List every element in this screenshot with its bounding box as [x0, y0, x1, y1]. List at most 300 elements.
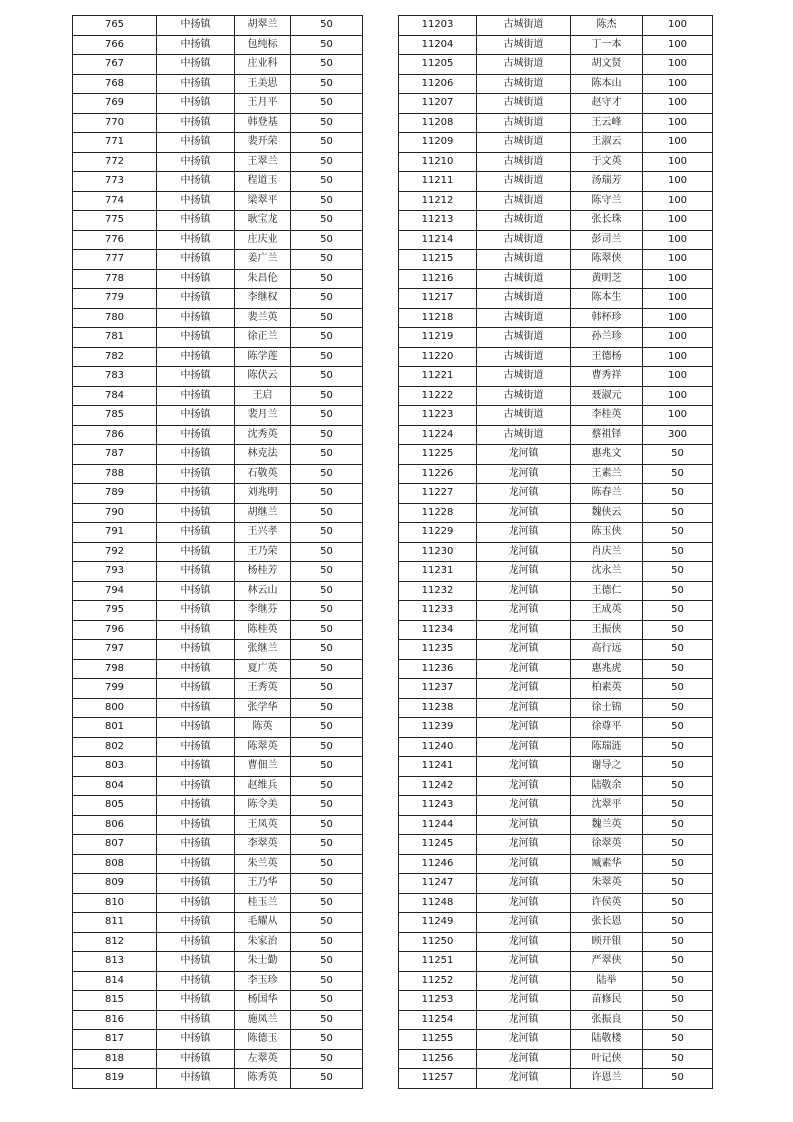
- cell-name: 林克法: [235, 445, 291, 465]
- cell-name: 王振侠: [571, 620, 643, 640]
- table-row: [399, 425, 713, 445]
- cell-town: 中扬镇: [157, 386, 235, 406]
- cell-amount: 100: [643, 191, 713, 211]
- cell-amount: 50: [291, 620, 363, 640]
- table-row: [73, 484, 363, 504]
- cell-amount: 50: [291, 1069, 363, 1089]
- cell-amount: 50: [643, 737, 713, 757]
- cell-amount: 50: [643, 932, 713, 952]
- table-row: [399, 679, 713, 699]
- table-row: [399, 230, 713, 250]
- cell-town: 古城街道: [477, 74, 571, 94]
- table-row: [73, 601, 363, 621]
- cell-number: 768: [73, 74, 157, 94]
- cell-amount: 100: [643, 406, 713, 426]
- cell-number: 11209: [399, 133, 477, 153]
- cell-number: 11248: [399, 893, 477, 913]
- cell-number: 810: [73, 893, 157, 913]
- table-row: [399, 737, 713, 757]
- table-row: [399, 542, 713, 562]
- table-row: [399, 113, 713, 133]
- cell-amount: 50: [291, 659, 363, 679]
- cell-name: 张学华: [235, 698, 291, 718]
- cell-name: 陆敬楼: [571, 1030, 643, 1050]
- cell-name: 王兴孝: [235, 523, 291, 543]
- table-row: [73, 113, 363, 133]
- cell-name: 陈春兰: [571, 484, 643, 504]
- table-row: [399, 815, 713, 835]
- cell-number: 11235: [399, 640, 477, 660]
- table-row: [399, 211, 713, 231]
- cell-number: 11252: [399, 971, 477, 991]
- cell-town: 古城街道: [477, 386, 571, 406]
- cell-name: 许恩兰: [571, 1069, 643, 1089]
- table-row: [399, 718, 713, 738]
- cell-town: 龙河镇: [477, 991, 571, 1011]
- cell-amount: 50: [291, 991, 363, 1011]
- cell-number: 11232: [399, 581, 477, 601]
- cell-amount: 50: [291, 172, 363, 192]
- cell-number: 778: [73, 269, 157, 289]
- cell-number: 11227: [399, 484, 477, 504]
- cell-name: 石敬英: [235, 464, 291, 484]
- cell-name: 王凤英: [235, 815, 291, 835]
- cell-name: 沈永兰: [571, 562, 643, 582]
- table-row: [399, 796, 713, 816]
- cell-number: 11225: [399, 445, 477, 465]
- table-row: [73, 191, 363, 211]
- cell-name: 包纯标: [235, 35, 291, 55]
- cell-town: 中扬镇: [157, 35, 235, 55]
- cell-name: 徐翠英: [571, 835, 643, 855]
- cell-name: 陈本生: [571, 289, 643, 309]
- cell-number: 765: [73, 16, 157, 36]
- table-row: [399, 523, 713, 543]
- table-row: [73, 1069, 363, 1089]
- cell-number: 788: [73, 464, 157, 484]
- table-row: [73, 562, 363, 582]
- cell-town: 龙河镇: [477, 679, 571, 699]
- cell-name: 陈伏云: [235, 367, 291, 387]
- cell-number: 11253: [399, 991, 477, 1011]
- cell-number: 11215: [399, 250, 477, 270]
- table-row: [399, 854, 713, 874]
- table-row: [73, 796, 363, 816]
- cell-town: 龙河镇: [477, 854, 571, 874]
- cell-number: 782: [73, 347, 157, 367]
- cell-number: 783: [73, 367, 157, 387]
- cell-name: 苗修民: [571, 991, 643, 1011]
- cell-town: 中扬镇: [157, 1010, 235, 1030]
- cell-town: 中扬镇: [157, 289, 235, 309]
- cell-town: 中扬镇: [157, 913, 235, 933]
- table-row: [73, 737, 363, 757]
- cell-name: 魏侠云: [571, 503, 643, 523]
- cell-number: 11251: [399, 952, 477, 972]
- table-row: [73, 386, 363, 406]
- cell-amount: 100: [643, 386, 713, 406]
- cell-amount: 100: [643, 16, 713, 36]
- table-row: [399, 445, 713, 465]
- cell-name: 杨国华: [235, 991, 291, 1011]
- cell-name: 陈德玉: [235, 1030, 291, 1050]
- cell-amount: 100: [643, 133, 713, 153]
- cell-amount: 50: [291, 523, 363, 543]
- right-table: [398, 15, 713, 1089]
- cell-amount: 50: [291, 835, 363, 855]
- cell-town: 龙河镇: [477, 874, 571, 894]
- cell-number: 11220: [399, 347, 477, 367]
- cell-town: 中扬镇: [157, 406, 235, 426]
- cell-number: 11242: [399, 776, 477, 796]
- cell-name: 丁一本: [571, 35, 643, 55]
- cell-number: 11239: [399, 718, 477, 738]
- cell-name: 朱士勤: [235, 952, 291, 972]
- table-row: [399, 776, 713, 796]
- cell-town: 中扬镇: [157, 503, 235, 523]
- cell-name: 陈守兰: [571, 191, 643, 211]
- table-row: [399, 698, 713, 718]
- cell-amount: 100: [643, 94, 713, 114]
- cell-number: 11257: [399, 1069, 477, 1089]
- table-row: [73, 893, 363, 913]
- cell-town: 中扬镇: [157, 932, 235, 952]
- cell-amount: 50: [643, 601, 713, 621]
- cell-number: 11241: [399, 757, 477, 777]
- cell-town: 中扬镇: [157, 874, 235, 894]
- cell-amount: 50: [291, 269, 363, 289]
- table-row: [73, 991, 363, 1011]
- cell-name: 黄明芝: [571, 269, 643, 289]
- cell-town: 中扬镇: [157, 152, 235, 172]
- table-row: [73, 815, 363, 835]
- cell-name: 裴开荣: [235, 133, 291, 153]
- cell-town: 古城街道: [477, 406, 571, 426]
- cell-town: 龙河镇: [477, 971, 571, 991]
- table-row: [73, 932, 363, 952]
- cell-town: 中扬镇: [157, 971, 235, 991]
- table-row: [73, 503, 363, 523]
- cell-town: 中扬镇: [157, 250, 235, 270]
- cell-number: 11221: [399, 367, 477, 387]
- cell-name: 臧素华: [571, 854, 643, 874]
- table-row: [73, 620, 363, 640]
- table-row: [73, 835, 363, 855]
- cell-amount: 50: [643, 1069, 713, 1089]
- cell-town: 中扬镇: [157, 737, 235, 757]
- cell-name: 沈翠平: [571, 796, 643, 816]
- table-row: [399, 620, 713, 640]
- cell-amount: 50: [291, 581, 363, 601]
- cell-name: 赵维兵: [235, 776, 291, 796]
- cell-amount: 50: [291, 1030, 363, 1050]
- cell-name: 陈翠侠: [571, 250, 643, 270]
- cell-name: 张振良: [571, 1010, 643, 1030]
- cell-number: 779: [73, 289, 157, 309]
- cell-name: 陆敬余: [571, 776, 643, 796]
- cell-amount: 50: [291, 445, 363, 465]
- cell-number: 798: [73, 659, 157, 679]
- cell-town: 中扬镇: [157, 796, 235, 816]
- cell-town: 古城街道: [477, 367, 571, 387]
- cell-amount: 50: [643, 893, 713, 913]
- cell-town: 龙河镇: [477, 1049, 571, 1069]
- cell-town: 中扬镇: [157, 718, 235, 738]
- table-row: [399, 757, 713, 777]
- cell-amount: 50: [643, 562, 713, 582]
- cell-name: 陈秀英: [235, 1069, 291, 1089]
- cell-number: 776: [73, 230, 157, 250]
- cell-town: 中扬镇: [157, 835, 235, 855]
- cell-name: 朱家治: [235, 932, 291, 952]
- cell-amount: 50: [643, 542, 713, 562]
- table-row: [73, 640, 363, 660]
- cell-number: 772: [73, 152, 157, 172]
- cell-number: 791: [73, 523, 157, 543]
- table-row: [399, 191, 713, 211]
- cell-amount: 50: [643, 1010, 713, 1030]
- cell-name: 陈本山: [571, 74, 643, 94]
- cell-number: 793: [73, 562, 157, 582]
- cell-amount: 50: [291, 874, 363, 894]
- table-row: [73, 16, 363, 36]
- table-row: [73, 445, 363, 465]
- cell-amount: 50: [643, 464, 713, 484]
- table-row: [73, 1010, 363, 1030]
- cell-amount: 50: [643, 581, 713, 601]
- cell-number: 806: [73, 815, 157, 835]
- cell-number: 11207: [399, 94, 477, 114]
- table-row: [399, 1030, 713, 1050]
- cell-number: 11218: [399, 308, 477, 328]
- cell-name: 聂淑元: [571, 386, 643, 406]
- cell-amount: 50: [643, 796, 713, 816]
- table-row: [73, 1049, 363, 1069]
- cell-name: 于文英: [571, 152, 643, 172]
- cell-town: 龙河镇: [477, 835, 571, 855]
- table-row: [399, 152, 713, 172]
- cell-number: 801: [73, 718, 157, 738]
- cell-town: 中扬镇: [157, 659, 235, 679]
- cell-town: 龙河镇: [477, 698, 571, 718]
- cell-amount: 50: [643, 776, 713, 796]
- cell-town: 中扬镇: [157, 191, 235, 211]
- cell-town: 中扬镇: [157, 172, 235, 192]
- table-row: [399, 991, 713, 1011]
- cell-amount: 50: [291, 133, 363, 153]
- cell-town: 古城街道: [477, 269, 571, 289]
- cell-number: 11244: [399, 815, 477, 835]
- cell-amount: 100: [643, 328, 713, 348]
- table-row: [399, 913, 713, 933]
- cell-town: 龙河镇: [477, 718, 571, 738]
- cell-name: 施凤兰: [235, 1010, 291, 1030]
- table-row: [399, 94, 713, 114]
- table-row: [73, 328, 363, 348]
- cell-town: 中扬镇: [157, 679, 235, 699]
- cell-name: 柏素英: [571, 679, 643, 699]
- cell-name: 张长珠: [571, 211, 643, 231]
- cell-number: 11211: [399, 172, 477, 192]
- cell-name: 魏兰英: [571, 815, 643, 835]
- cell-town: 龙河镇: [477, 796, 571, 816]
- cell-town: 龙河镇: [477, 601, 571, 621]
- cell-amount: 100: [643, 35, 713, 55]
- table-row: [73, 347, 363, 367]
- cell-town: 中扬镇: [157, 230, 235, 250]
- cell-number: 774: [73, 191, 157, 211]
- table-row: [399, 328, 713, 348]
- table-row: [399, 503, 713, 523]
- cell-amount: 50: [291, 35, 363, 55]
- table-row: [73, 406, 363, 426]
- cell-name: 彭司兰: [571, 230, 643, 250]
- cell-town: 中扬镇: [157, 484, 235, 504]
- cell-name: 曹秀祥: [571, 367, 643, 387]
- cell-amount: 50: [643, 698, 713, 718]
- cell-name: 王淑云: [571, 133, 643, 153]
- cell-town: 中扬镇: [157, 991, 235, 1011]
- table-row: [73, 94, 363, 114]
- table-row: [399, 659, 713, 679]
- cell-number: 11250: [399, 932, 477, 952]
- cell-amount: 50: [291, 1049, 363, 1069]
- cell-town: 中扬镇: [157, 601, 235, 621]
- table-row: [399, 1010, 713, 1030]
- cell-amount: 50: [291, 152, 363, 172]
- table-row: [399, 74, 713, 94]
- cell-name: 庄庆业: [235, 230, 291, 250]
- cell-name: 陈英: [235, 718, 291, 738]
- cell-town: 古城街道: [477, 133, 571, 153]
- cell-town: 古城街道: [477, 308, 571, 328]
- cell-amount: 50: [643, 1049, 713, 1069]
- cell-amount: 50: [291, 562, 363, 582]
- cell-number: 11243: [399, 796, 477, 816]
- cell-amount: 50: [291, 484, 363, 504]
- cell-town: 古城街道: [477, 94, 571, 114]
- cell-amount: 50: [291, 698, 363, 718]
- cell-name: 夏广英: [235, 659, 291, 679]
- cell-number: 11249: [399, 913, 477, 933]
- cell-town: 中扬镇: [157, 893, 235, 913]
- cell-name: 李桂英: [571, 406, 643, 426]
- table-row: [73, 230, 363, 250]
- cell-town: 龙河镇: [477, 659, 571, 679]
- cell-town: 龙河镇: [477, 815, 571, 835]
- cell-amount: 50: [291, 386, 363, 406]
- cell-town: 龙河镇: [477, 952, 571, 972]
- cell-amount: 50: [643, 679, 713, 699]
- cell-name: 徐正兰: [235, 328, 291, 348]
- cell-town: 中扬镇: [157, 1030, 235, 1050]
- cell-name: 桂玉兰: [235, 893, 291, 913]
- cell-name: 陈令美: [235, 796, 291, 816]
- table-row: [73, 913, 363, 933]
- cell-amount: 50: [291, 250, 363, 270]
- cell-town: 中扬镇: [157, 640, 235, 660]
- cell-name: 裴月兰: [235, 406, 291, 426]
- cell-number: 11238: [399, 698, 477, 718]
- cell-town: 中扬镇: [157, 815, 235, 835]
- table-row: [399, 893, 713, 913]
- cell-amount: 100: [643, 347, 713, 367]
- cell-name: 徐尊平: [571, 718, 643, 738]
- cell-name: 王翠兰: [235, 152, 291, 172]
- cell-name: 谢导之: [571, 757, 643, 777]
- cell-amount: 50: [291, 230, 363, 250]
- cell-name: 林云山: [235, 581, 291, 601]
- cell-town: 龙河镇: [477, 503, 571, 523]
- table-row: [399, 347, 713, 367]
- cell-amount: 50: [291, 737, 363, 757]
- cell-number: 800: [73, 698, 157, 718]
- table-row: [73, 854, 363, 874]
- cell-town: 中扬镇: [157, 698, 235, 718]
- cell-number: 818: [73, 1049, 157, 1069]
- table-row: [399, 133, 713, 153]
- cell-amount: 100: [643, 250, 713, 270]
- cell-number: 11231: [399, 562, 477, 582]
- table-row: [399, 367, 713, 387]
- cell-amount: 50: [291, 1010, 363, 1030]
- cell-town: 古城街道: [477, 172, 571, 192]
- cell-town: 古城街道: [477, 191, 571, 211]
- cell-name: 赵守才: [571, 94, 643, 114]
- cell-number: 807: [73, 835, 157, 855]
- cell-name: 徐士锦: [571, 698, 643, 718]
- table-row: [73, 971, 363, 991]
- table-row: [399, 464, 713, 484]
- cell-town: 中扬镇: [157, 854, 235, 874]
- table-row: [73, 425, 363, 445]
- cell-amount: 50: [291, 425, 363, 445]
- cell-town: 龙河镇: [477, 542, 571, 562]
- cell-number: 777: [73, 250, 157, 270]
- cell-amount: 50: [643, 718, 713, 738]
- table-row: [73, 757, 363, 777]
- cell-name: 韩杯珍: [571, 308, 643, 328]
- cell-town: 中扬镇: [157, 523, 235, 543]
- cell-amount: 100: [643, 74, 713, 94]
- cell-name: 程道玉: [235, 172, 291, 192]
- cell-amount: 50: [291, 971, 363, 991]
- cell-amount: 50: [643, 484, 713, 504]
- table-row: [73, 35, 363, 55]
- cell-number: 787: [73, 445, 157, 465]
- cell-number: 811: [73, 913, 157, 933]
- cell-town: 中扬镇: [157, 542, 235, 562]
- table-row: [399, 308, 713, 328]
- table-row: [399, 250, 713, 270]
- cell-amount: 50: [643, 503, 713, 523]
- cell-name: 陈玉侠: [571, 523, 643, 543]
- cell-number: 11208: [399, 113, 477, 133]
- table-row: [399, 640, 713, 660]
- table-row: [73, 269, 363, 289]
- cell-amount: 50: [291, 406, 363, 426]
- table-row: [73, 523, 363, 543]
- cell-town: 中扬镇: [157, 55, 235, 75]
- cell-amount: 50: [291, 932, 363, 952]
- table-row: [73, 172, 363, 192]
- cell-amount: 50: [643, 445, 713, 465]
- cell-number: 803: [73, 757, 157, 777]
- cell-town: 中扬镇: [157, 464, 235, 484]
- cell-amount: 50: [291, 893, 363, 913]
- cell-number: 796: [73, 620, 157, 640]
- cell-name: 陈杰: [571, 16, 643, 36]
